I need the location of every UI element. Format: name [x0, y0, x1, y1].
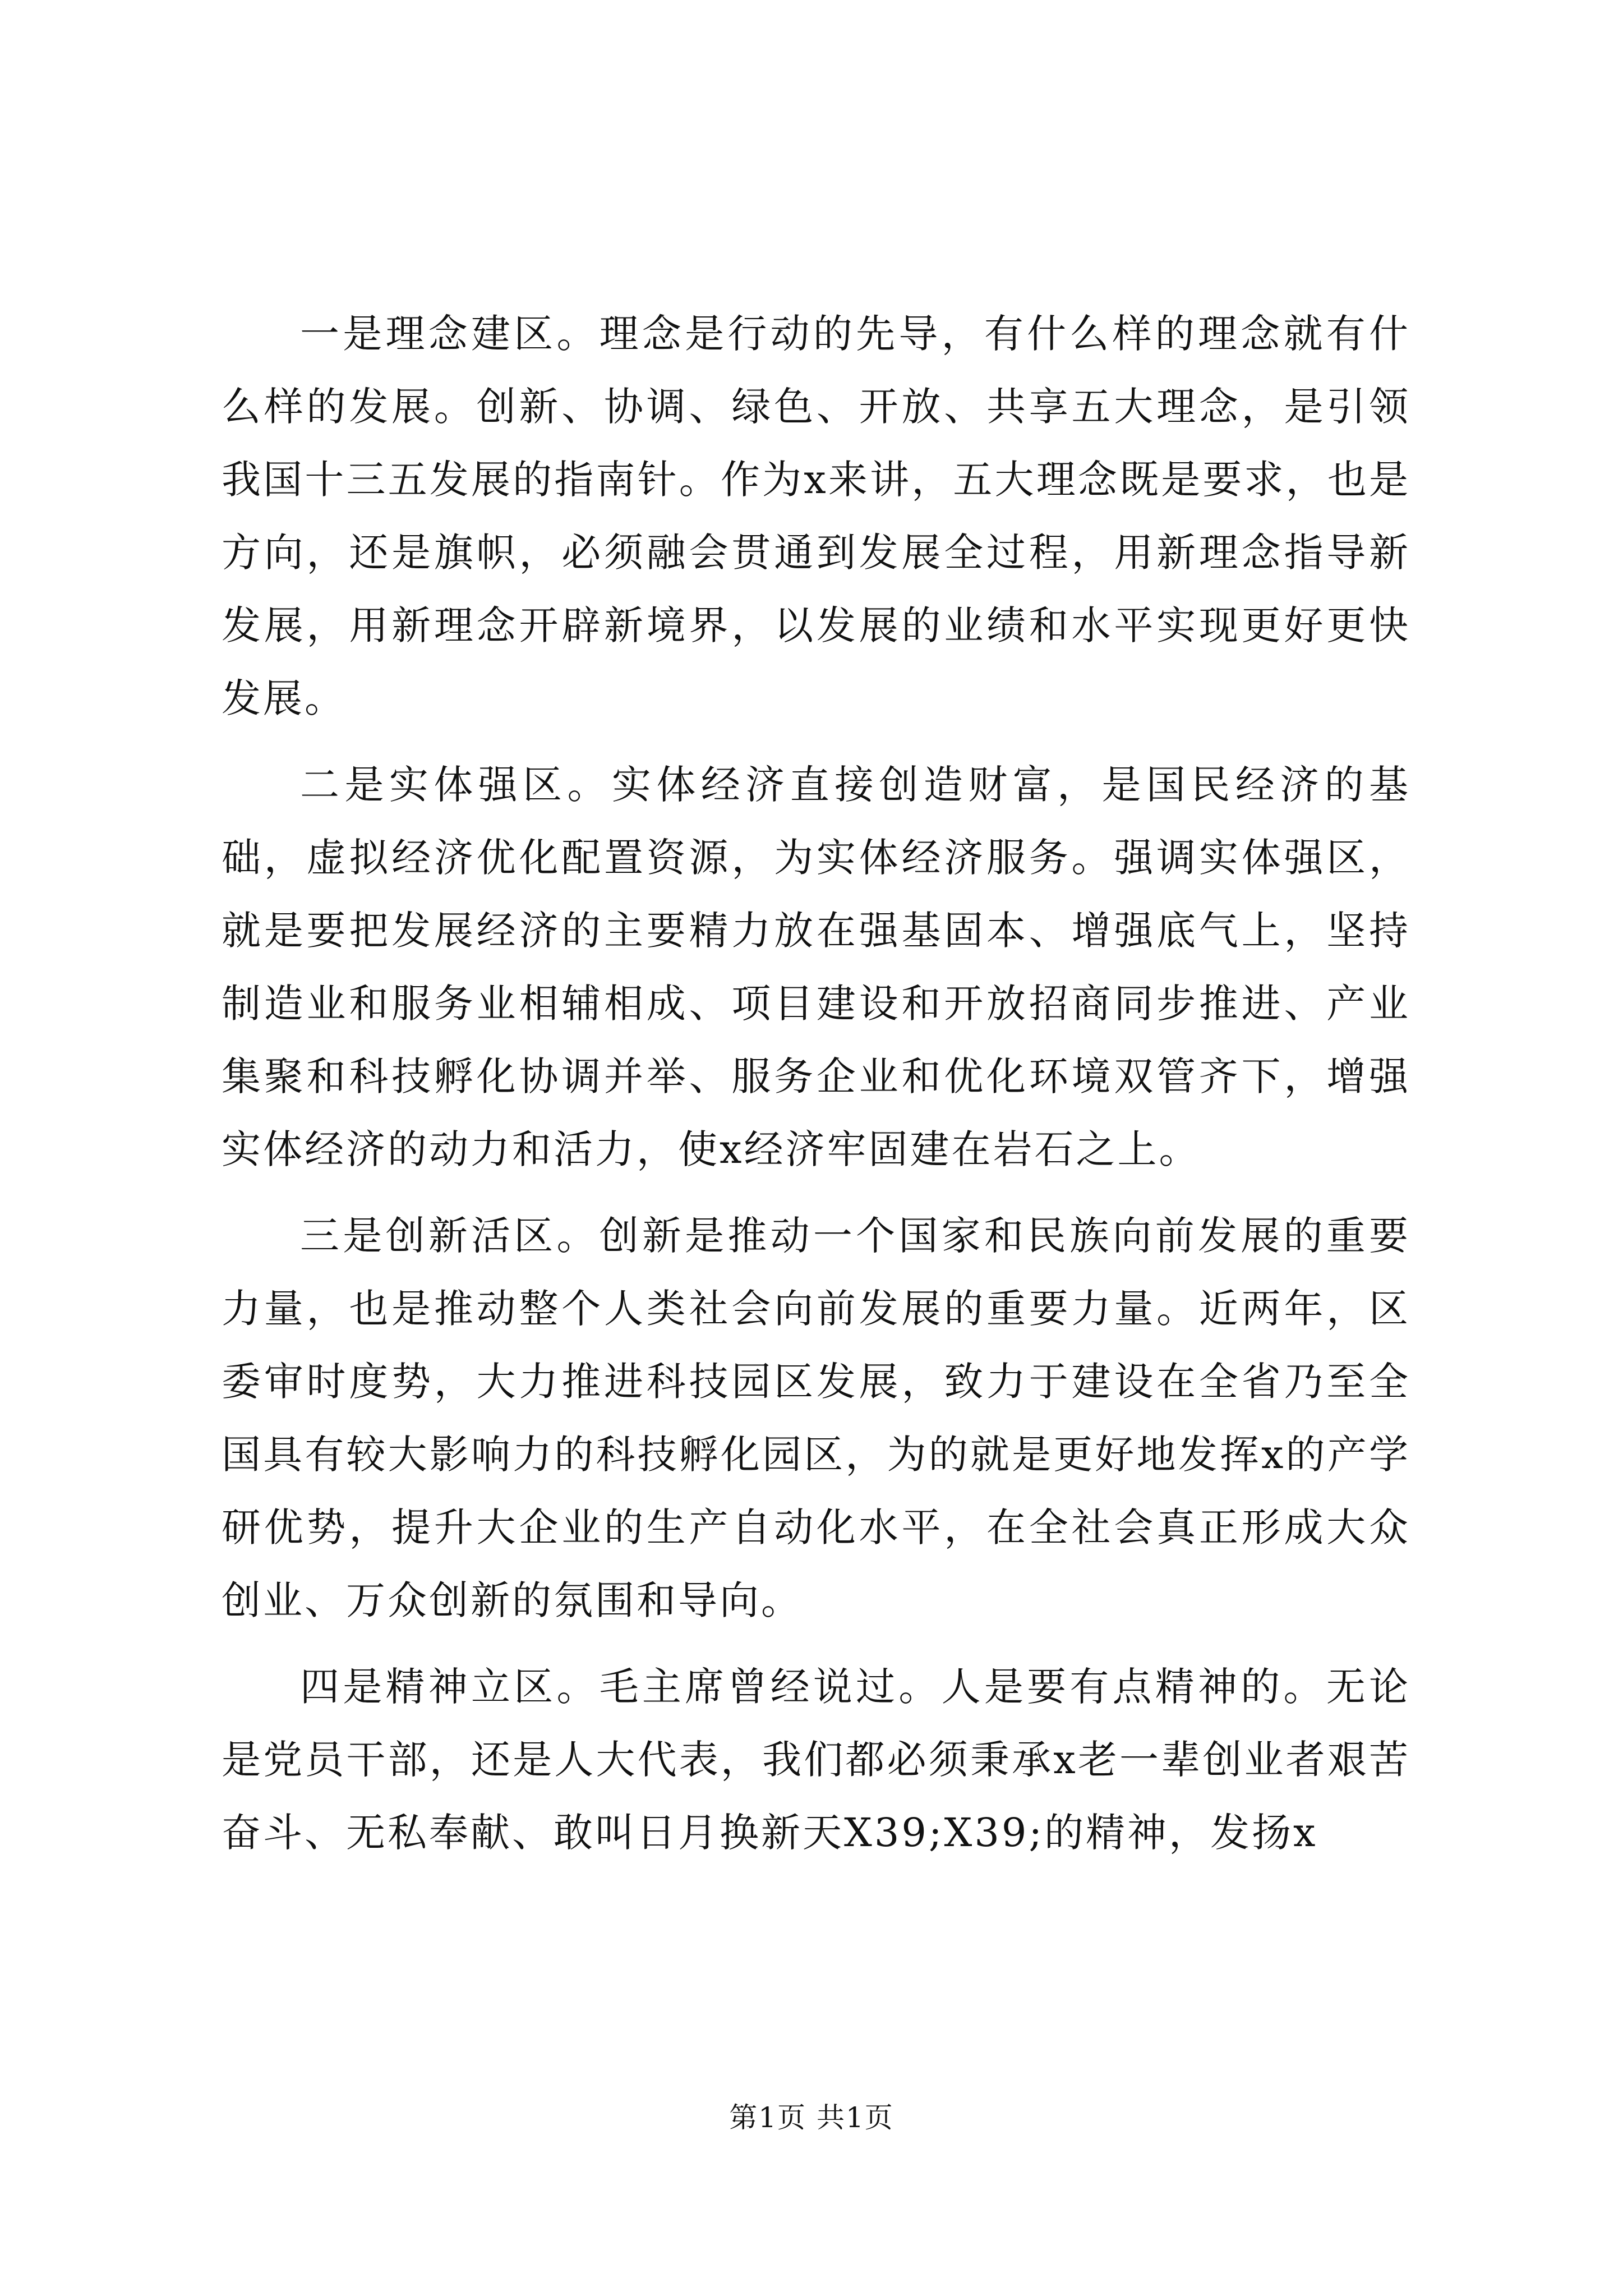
- paragraph-concept: 一是理念建区。理念是行动的先导，有什么样的理念就有什么样的发展。创新、协调、绿色、开放、共享五大理念，是引领我国十三五发展的指南针。作为x来讲，五大理念既是要求，也是方向，还是旗帜，必须融会贯通到发展全过程，用新理念指导新发展，用新理念开辟新境界，以发展的业绩和水平实现更好更快发展。: [222, 311, 1410, 721]
- page-number-footer: 第1页 共1页: [729, 2101, 894, 2134]
- paragraph-innovation: 三是创新活区。创新是推动一个国家和民族向前发展的重要力量，也是推动整个人类社会向前发展的重要力量。近两年，区委审时度势，大力推进科技园区发展，致力于建设在全省乃至全国具有较大影响力的科技孵化园区，为的就是更好地发挥x的产学研优势，提升大企业的生产自动化水平，在全社会真正形成大众创业、万众创新的氛围和导向。: [222, 1213, 1410, 1623]
- paragraph-spirit: 四是精神立区。毛主席曾经说过。人是要有点精神的。无论是党员干部，还是人大代表，我们都必须秉承x老一辈创业者艰苦奋斗、无私奉献、敢叫日月换新天X39;X39;的精神，发扬x: [222, 1664, 1410, 1856]
- paragraph-real-economy: 二是实体强区。实体经济直接创造财富，是国民经济的基础，虚拟经济优化配置资源，为实体经济服务。强调实体强区，就是要把发展经济的主要精力放在强基固本、增强底气上，坚持制造业和服务业相辅相成、项目建设和开放招商同步推进、产业集聚和科技孵化协调并举、服务企业和优化环境双管齐下，增强实体经济的动力和活力，使x经济牢固建在岩石之上。: [222, 762, 1410, 1172]
- document-body: [222, 297, 1410, 1883]
